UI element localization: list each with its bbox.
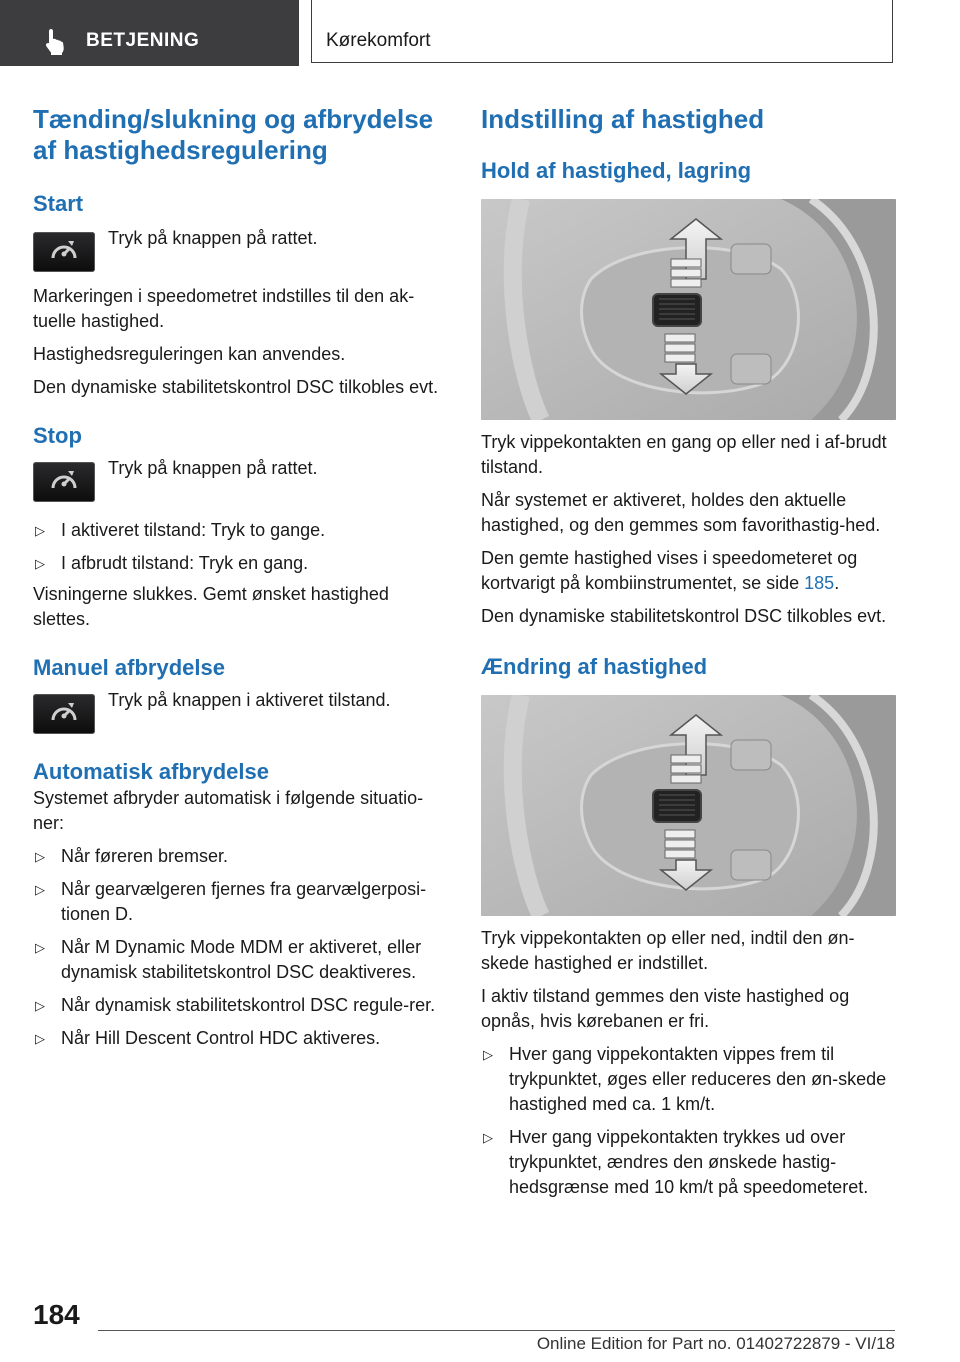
section-label: BETJENING xyxy=(86,30,200,51)
edition-footer: Online Edition for Part no. 01402722879 - VI/18 xyxy=(536,1334,895,1353)
triangle-bullet-icon: ▷ xyxy=(35,882,45,897)
list-item: ▷ Hver gang vippekontakten vippes frem til trykpunktet, øges eller reduceres den øn-skede hastighed med ca. 1 km/t. xyxy=(483,1044,887,1114)
paragraph: Tryk vippekontakten en gang op eller ned i af-brudt tilstand. xyxy=(481,432,887,477)
cruise-control-button-icon xyxy=(33,232,95,272)
triangle-bullet-icon: ▷ xyxy=(483,1130,493,1145)
manual-heading: Manuel afbrydelse xyxy=(33,655,225,680)
manual-button-text: Tryk på knappen i aktiveret tilstand. xyxy=(108,690,391,710)
hand-pointer-icon xyxy=(40,26,70,56)
stop-button-row xyxy=(33,456,448,508)
paragraph: Markeringen i speedometret indstilles til den ak-tuelle hastighed. xyxy=(33,286,415,331)
paragraph: Tryk vippekontakten op eller ned, indtil den øn-skede hastighed er indstillet. xyxy=(481,928,855,973)
page-number: 184 xyxy=(33,1299,80,1330)
section-tab xyxy=(0,0,299,66)
triangle-bullet-icon: ▷ xyxy=(35,849,45,864)
chapter-label: Kørekomfort xyxy=(326,30,431,51)
rocker-switch-photo xyxy=(481,695,896,916)
hold-heading: Hold af hastighed, lagring xyxy=(481,158,752,183)
footer-divider xyxy=(98,1330,895,1331)
triangle-bullet-icon: ▷ xyxy=(35,523,45,538)
change-heading: Ændring af hastighed xyxy=(481,654,708,679)
triangle-bullet-icon: ▷ xyxy=(35,556,45,571)
chapter-tab xyxy=(311,0,893,63)
section-title: Tænding/slukning og afbrydelse af hastighedsregulering xyxy=(33,104,434,165)
stop-button-text: Tryk på knappen på rattet. xyxy=(108,458,318,478)
list-item: ▷ I aktiveret tilstand: Tryk to gange. xyxy=(33,518,448,543)
start-button-text: Tryk på knappen på rattet. xyxy=(108,228,318,248)
paragraph: Den gemte hastighed vises i speedometeret og kortvarigt på kombiinstrumentet, se side 185. xyxy=(481,548,858,593)
page-reference-link[interactable]: 185 xyxy=(804,573,835,593)
paragraph: Systemet afbryder automatisk i følgende situatio-ner: xyxy=(33,788,424,833)
section-title: Indstilling af hastighed xyxy=(481,104,765,134)
rocker-switch-photo xyxy=(481,199,896,420)
start-heading: Start xyxy=(33,191,84,216)
paragraph: I aktiv tilstand gemmes den viste hastighed og opnås, hvis kørebanen er fri. xyxy=(481,986,850,1031)
list-item: ▷ Når gearvælgeren fjernes fra gearvælgerposi-tionen D. xyxy=(35,879,427,924)
triangle-bullet-icon: ▷ xyxy=(35,940,45,955)
right-column xyxy=(481,100,896,1200)
change-list xyxy=(481,1042,896,1200)
cruise-control-button-icon xyxy=(33,462,95,502)
triangle-bullet-icon: ▷ xyxy=(35,998,45,1013)
paragraph: Hastighedsreguleringen kan anvendes. xyxy=(33,344,346,364)
paragraph: Den dynamiske stabilitetskontrol DSC tilkobles evt. xyxy=(481,606,887,626)
cruise-control-button-icon xyxy=(33,694,95,734)
list-item: ▷ Hver gang vippekontakten trykkes ud over trykpunktet, ændres den ønskede hastig-hedsgrænse med 10 km/t på speedometeret. xyxy=(483,1127,869,1197)
paragraph: Visningerne slukkes. Gemt ønsket hastighed slettes. xyxy=(33,584,389,629)
triangle-bullet-icon: ▷ xyxy=(483,1047,493,1062)
paragraph: Den dynamiske stabilitetskontrol DSC tilkobles evt. xyxy=(33,377,439,397)
stop-list xyxy=(33,518,448,576)
paragraph: Når systemet er aktiveret, holdes den aktuelle hastighed, og den gemmes som favorithastig-hed. xyxy=(481,490,881,535)
list-item: ▷ Når føreren bremser. xyxy=(33,844,448,869)
auto-heading: Automatisk afbrydelse xyxy=(33,759,269,784)
list-item: ▷ Når dynamisk stabilitetskontrol DSC regule-rer. xyxy=(33,993,448,1018)
list-item: ▷ Når M Dynamic Mode MDM er aktiveret, eller dynamisk stabilitetskontrol DSC deaktiveres. xyxy=(35,937,422,982)
manual-button-row xyxy=(33,688,448,740)
stop-heading: Stop xyxy=(33,423,82,448)
list-item: ▷ I afbrudt tilstand: Tryk en gang. xyxy=(33,551,448,576)
start-button-row xyxy=(33,226,448,278)
list-item: ▷ Når Hill Descent Control HDC aktiveres. xyxy=(33,1026,448,1051)
auto-list xyxy=(33,844,448,1051)
left-column xyxy=(33,100,448,1051)
triangle-bullet-icon: ▷ xyxy=(35,1031,45,1046)
